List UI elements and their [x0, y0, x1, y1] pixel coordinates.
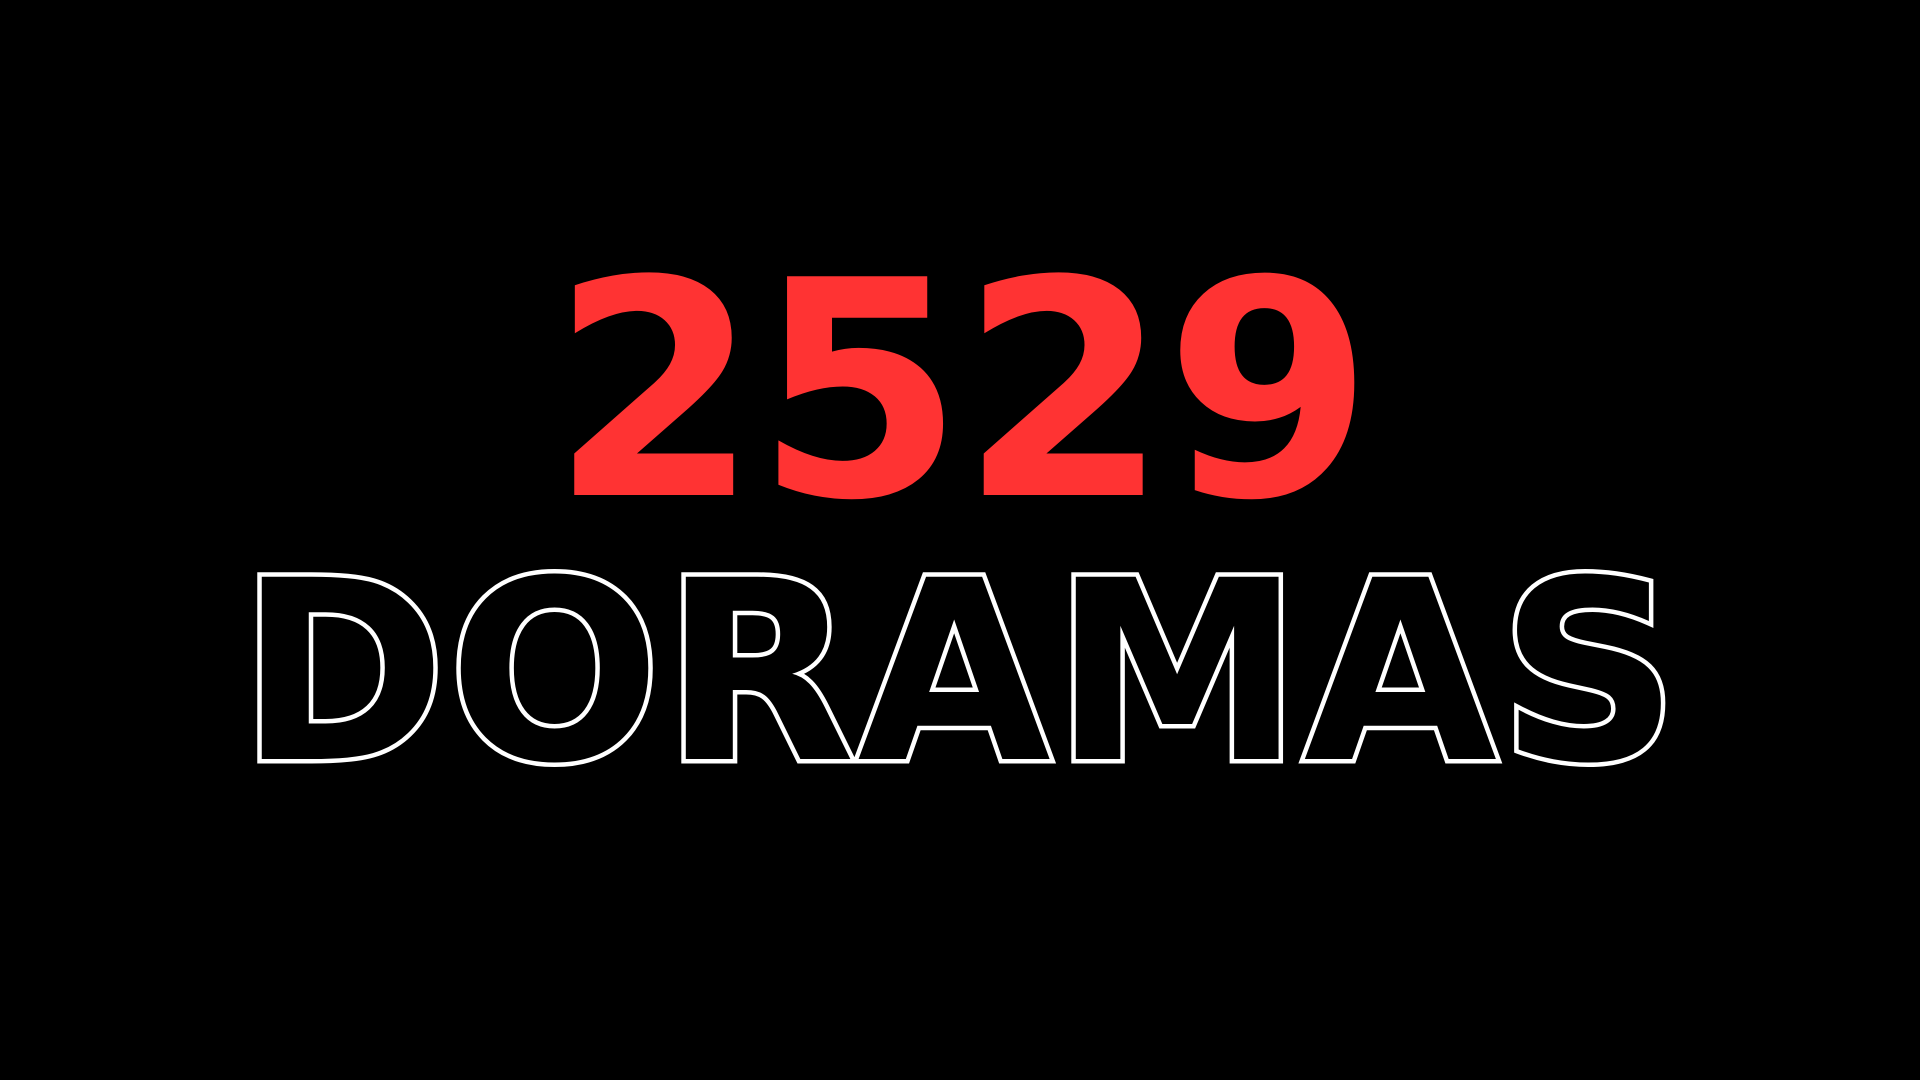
dorama-count: 2529: [550, 217, 1370, 566]
doramas-label: DORAMAS: [238, 527, 1682, 818]
